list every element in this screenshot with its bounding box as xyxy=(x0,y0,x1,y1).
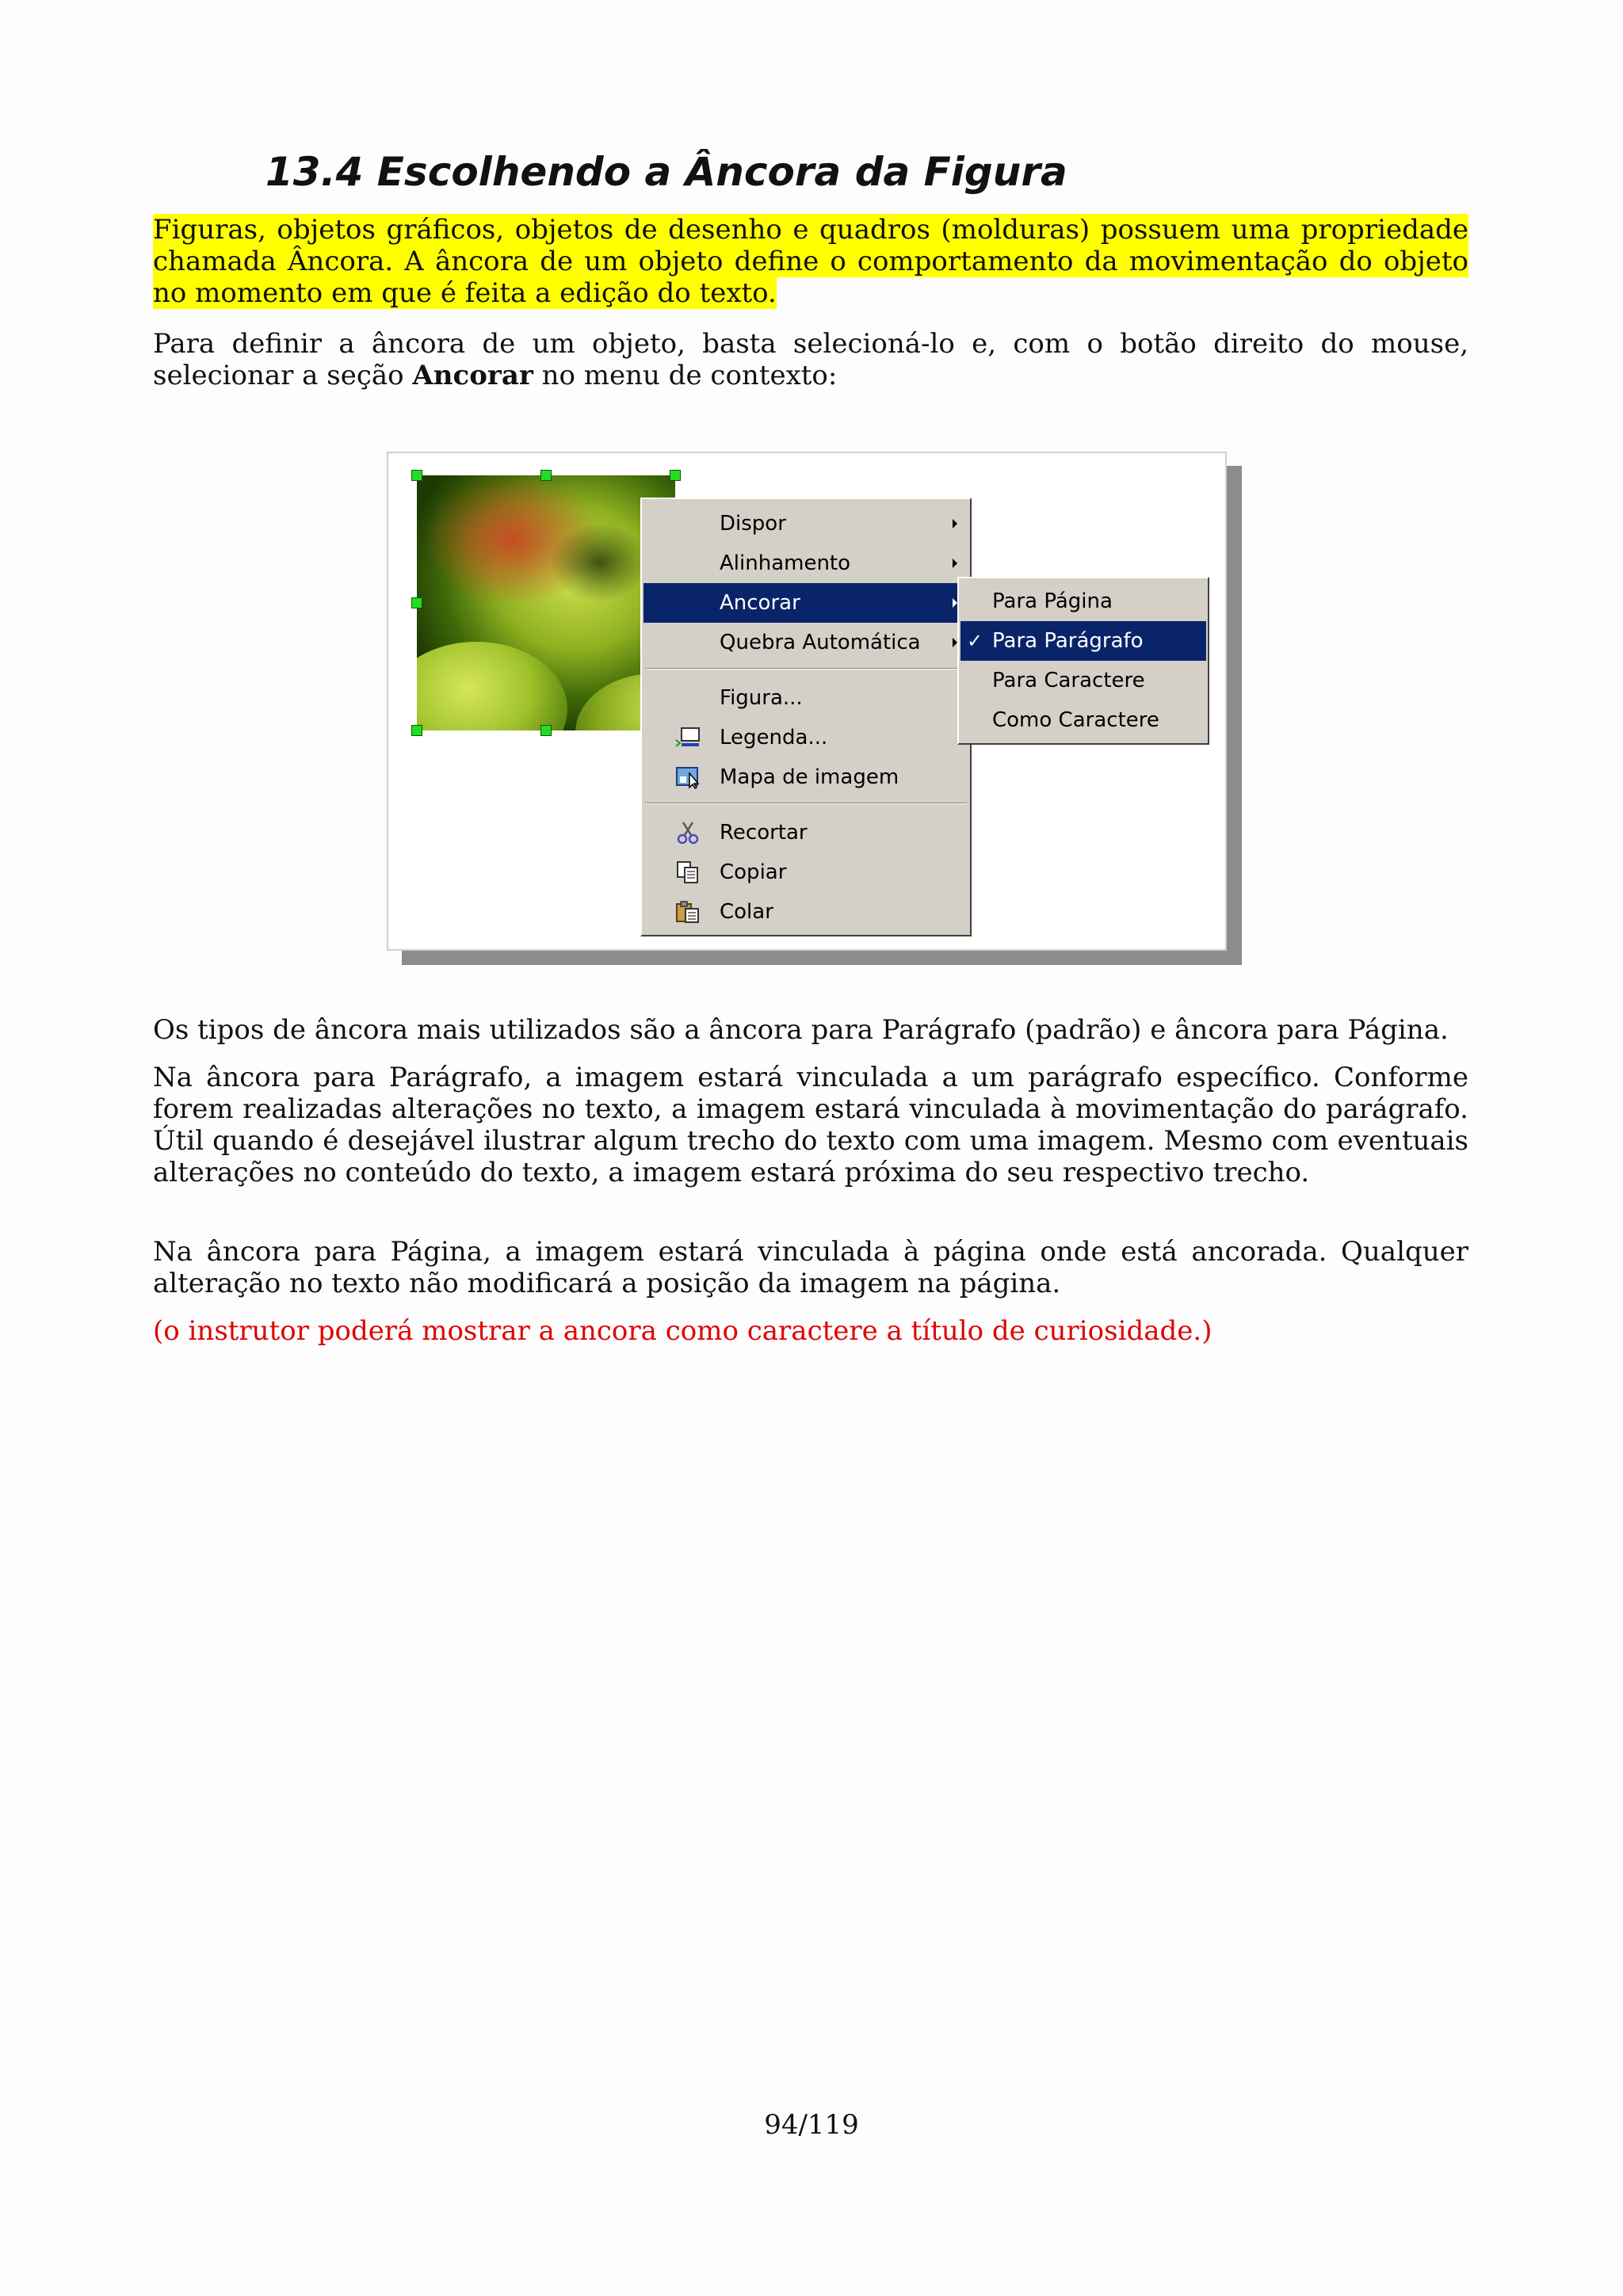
instructions-text-before: Para definir a âncora de um objeto, basta selecioná-lo e, com o botão direito do mouse, selecionar a seção xyxy=(153,328,1468,391)
selection-handle[interactable] xyxy=(540,725,552,736)
selection-handle[interactable] xyxy=(670,470,681,481)
menu-item-figura[interactable]: Figura... xyxy=(720,686,803,710)
selection-handle[interactable] xyxy=(411,470,422,481)
scissors-icon xyxy=(675,821,701,845)
paste-icon xyxy=(675,900,701,924)
image-map-icon xyxy=(675,765,701,789)
paragraph-anchor-paragraph: Na âncora para Parágrafo, a imagem estará vinculada a um parágrafo específico. Conforme forem realizadas alterações no texto, a imagem estará vinculada à movimentação do parágrafo. Útil quando é desejável ilustrar algum trecho do texto com uma imagem. Mesmo com eventuais alterações no conteúdo do texto, a imagem estará próxima do seu respectivo trecho. xyxy=(153,1062,1468,1188)
submenu-item-como-caractere[interactable]: Como Caractere xyxy=(992,708,1159,732)
menu-item-copiar[interactable]: Copiar xyxy=(643,852,968,892)
submenu-item-para-caractere[interactable]: Para Caractere xyxy=(992,669,1145,692)
section-heading: 13.4 Escolhendo a Âncora da Figura xyxy=(265,149,1067,195)
instructions-bold-term: Ancorar xyxy=(412,360,533,391)
intro-paragraph xyxy=(153,214,1468,309)
instructor-note: (o instrutor poderá mostrar a ancora como caractere a título de curiosidade.) xyxy=(153,1315,1212,1347)
instructions-text-after: no menu de contexto: xyxy=(533,360,838,391)
submenu-item-para-paragrafo[interactable]: ✓ Para Parágrafo xyxy=(960,621,1206,661)
apple-picture xyxy=(417,475,675,730)
context-menu-screenshot xyxy=(387,452,1227,951)
page-anchor-paragraph: Na âncora para Página, a imagem estará vinculada à página onde está ancorada. Qualquer alteração no texto não modificará a posição da imagem na página. xyxy=(153,1236,1468,1299)
highlighted-text: Figuras, objetos gráficos, objetos de desenho e quadros (molduras) possuem uma propriedade chamada Âncora. A âncora de um objeto define o comportamento da movimentação do objeto no momento em que é feita a edição do texto. xyxy=(153,214,1468,309)
instructions-paragraph xyxy=(153,328,1468,391)
menu-item-alinhamento[interactable]: Alinhamento xyxy=(643,543,968,583)
menu-item-quebra-automatica[interactable]: Quebra Automática xyxy=(643,623,968,662)
checkmark-icon: ✓ xyxy=(967,630,983,652)
selection-handle[interactable] xyxy=(540,470,552,481)
submenu-item-para-pagina[interactable]: Para Página xyxy=(992,589,1113,613)
submenu-arrow-icon xyxy=(953,559,957,568)
selection-handle[interactable] xyxy=(411,725,422,736)
menu-item-ancorar[interactable]: Ancorar xyxy=(643,583,968,623)
copy-icon xyxy=(675,860,701,884)
menu-item-mapa-de-imagem[interactable]: Mapa de imagem xyxy=(643,757,968,797)
caption-icon xyxy=(675,726,701,749)
menu-item-dispor[interactable]: Dispor xyxy=(643,504,968,543)
page-number: 94/119 xyxy=(764,2109,859,2141)
submenu-arrow-icon xyxy=(953,519,957,528)
selection-handle[interactable] xyxy=(411,597,422,608)
context-menu xyxy=(640,498,972,936)
menu-item-legenda[interactable]: Legenda... xyxy=(643,718,968,757)
menu-item-recortar[interactable]: Recortar xyxy=(643,813,968,852)
anchor-submenu xyxy=(957,577,1209,745)
menu-item-colar[interactable]: Colar xyxy=(643,892,968,932)
menu-separator xyxy=(645,668,967,669)
anchor-types-paragraph: Os tipos de âncora mais utilizados são a âncora para Parágrafo (padrão) e âncora para Página. xyxy=(153,1014,1449,1046)
menu-separator xyxy=(645,803,967,804)
